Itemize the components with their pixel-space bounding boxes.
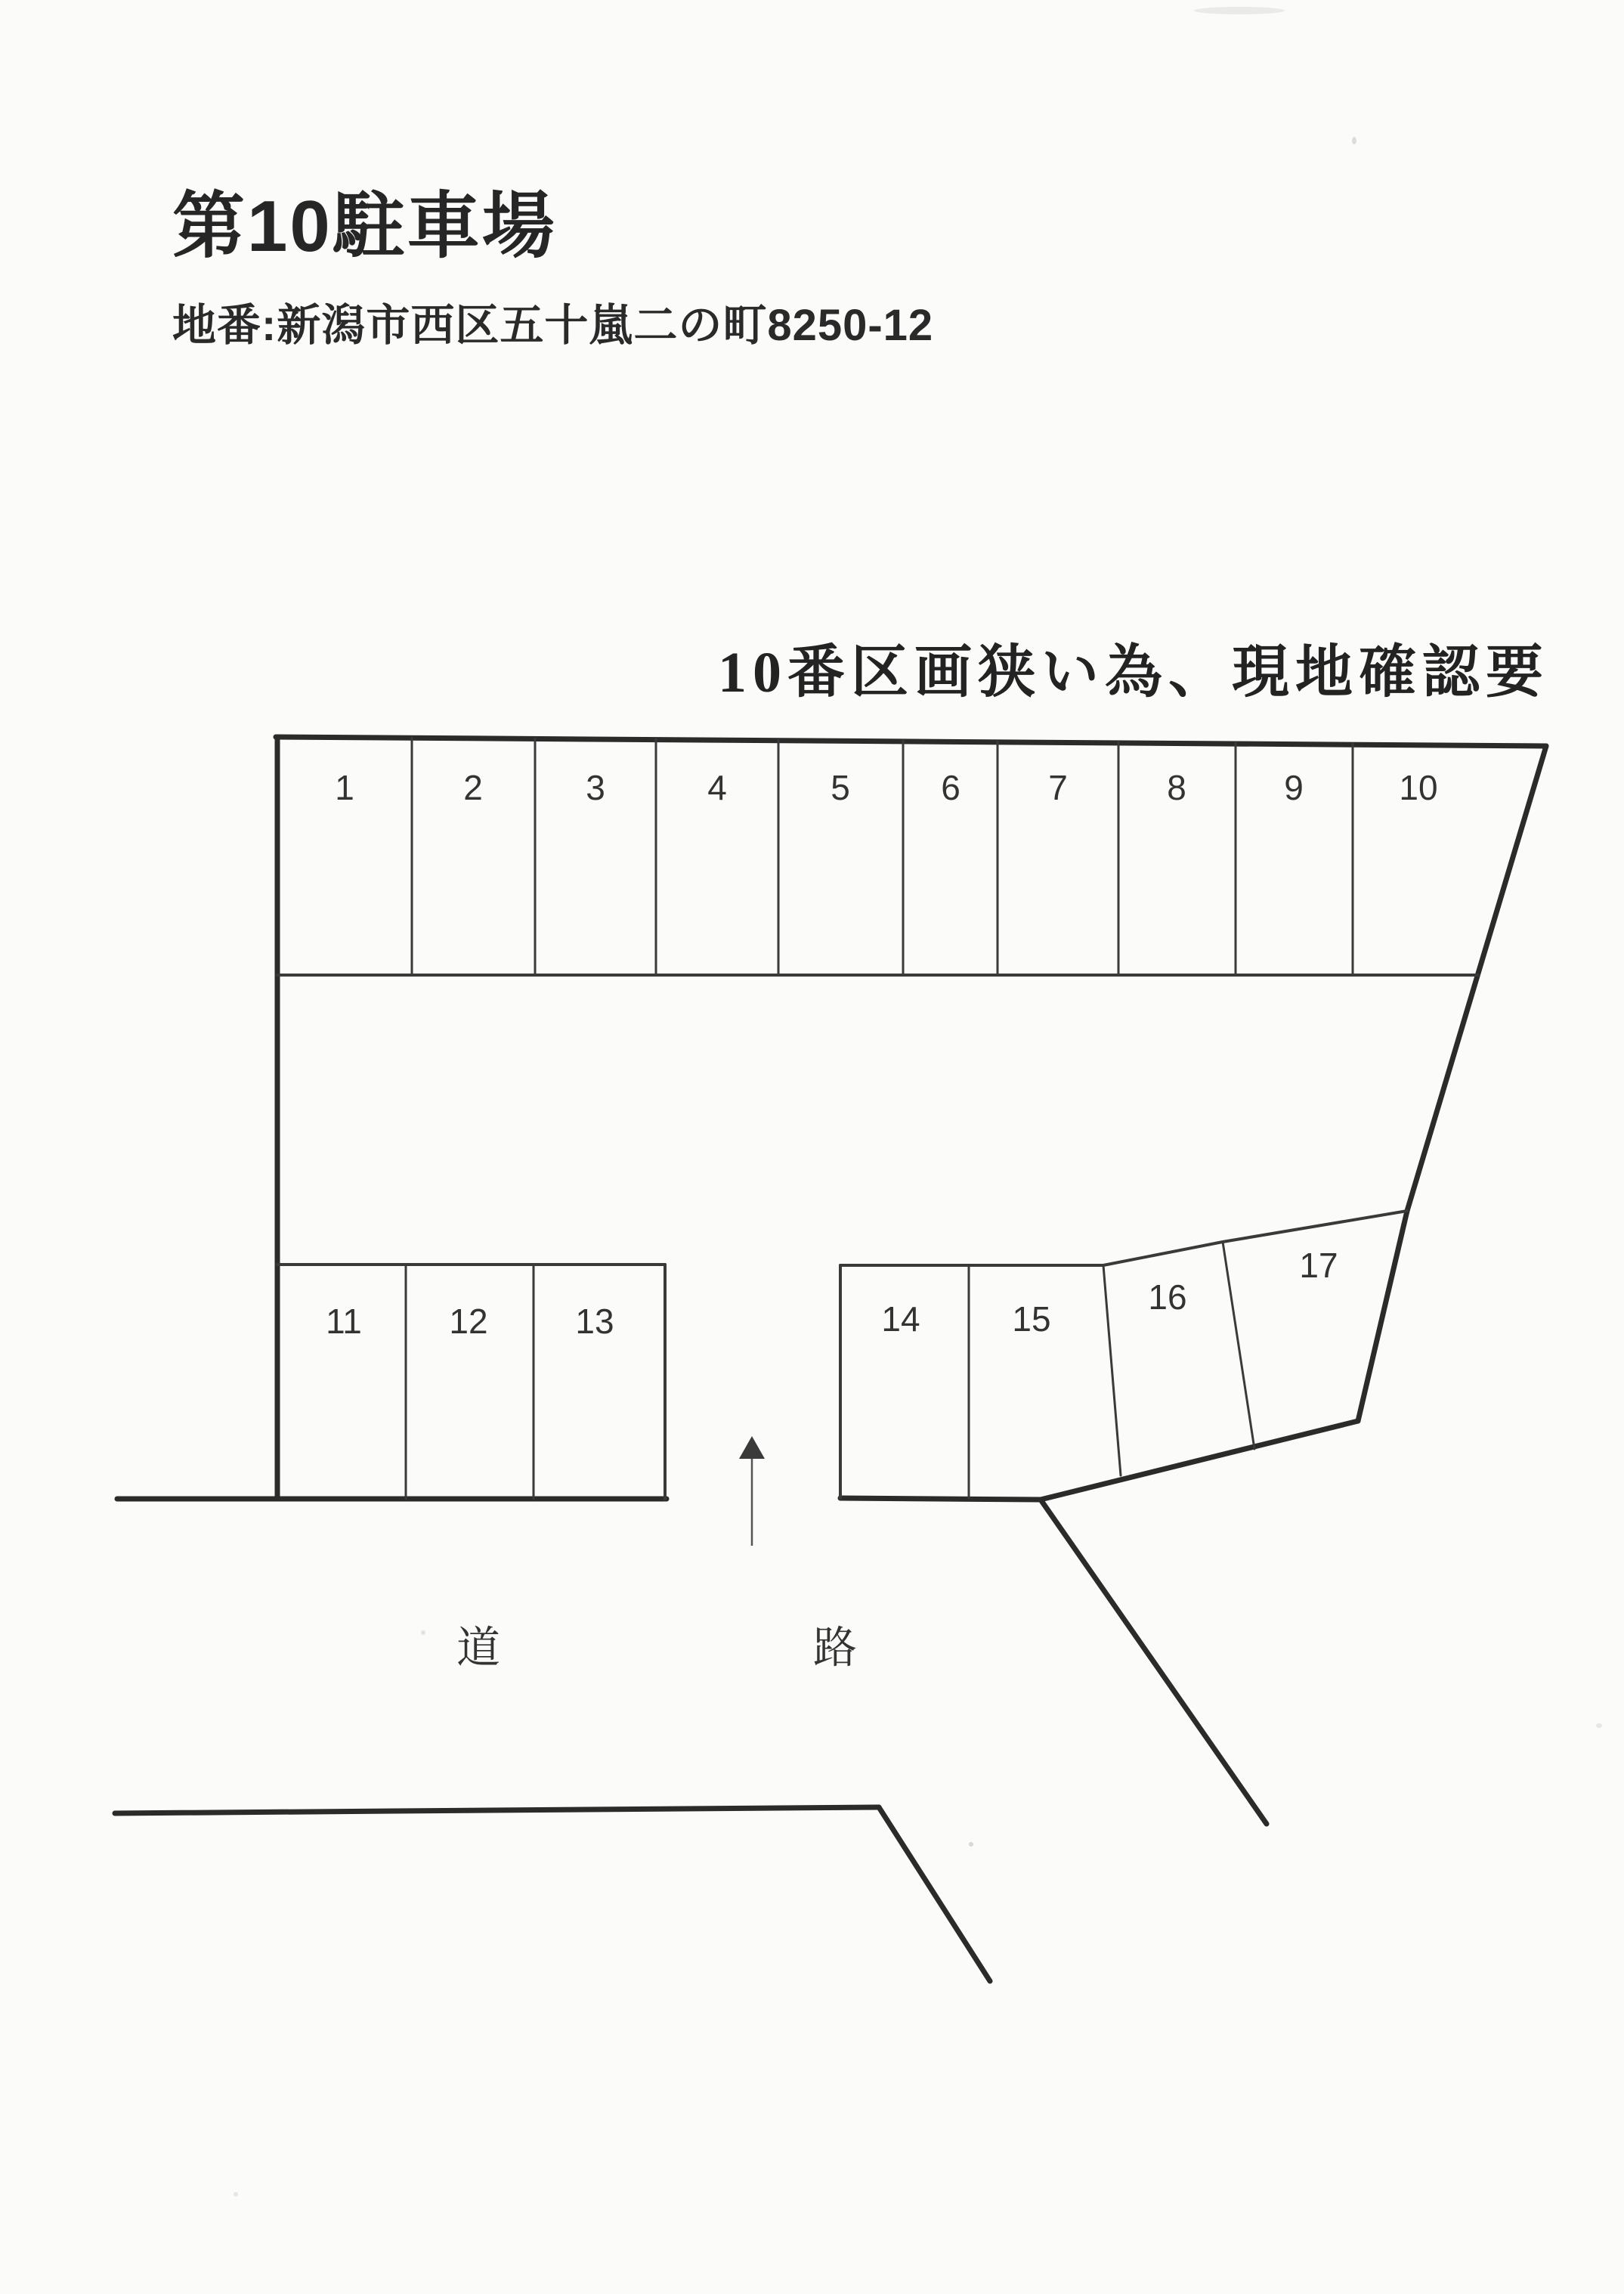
lot-boundary-bottom-slant [1041, 1421, 1358, 1500]
space-label-17: 17 [1299, 1246, 1338, 1285]
scan-noise [969, 1842, 973, 1847]
entrance-arrow-head [739, 1436, 765, 1459]
road-label-michi: 道 [456, 1623, 501, 1673]
road-far-edge-horizontal [115, 1807, 879, 1813]
space-label-3: 3 [586, 768, 605, 807]
scan-noise [421, 1630, 425, 1635]
space-label-15: 15 [1012, 1299, 1051, 1339]
space-label-4: 4 [707, 768, 727, 807]
lot-bottom-right-segment [840, 1498, 1041, 1500]
scan-noise [1194, 7, 1285, 14]
note-section10: 10番区画狭い為、現地確認要 [718, 641, 1549, 704]
lot-boundary-right-upper [1407, 746, 1546, 1211]
lot-boundary-right-lower [1358, 1211, 1407, 1421]
space-label-1: 1 [335, 768, 354, 807]
lot-boundary-top [276, 737, 1546, 746]
space-label-7: 7 [1048, 768, 1068, 807]
divider-15-16 [1103, 1265, 1121, 1475]
lot-address: 地番:新潟市西区五十嵐二の町8250-12 [172, 301, 934, 350]
space-label-14: 14 [881, 1299, 920, 1339]
road-far-edge-slant [879, 1807, 990, 1981]
box16-top-slant [1103, 1242, 1223, 1265]
road-edge-slant-right [1041, 1500, 1267, 1824]
scan-noise [1596, 1723, 1602, 1728]
space-label-16: 16 [1148, 1277, 1187, 1317]
space-label-8: 8 [1167, 768, 1186, 807]
scan-noise [234, 2192, 238, 2196]
space-label-13: 13 [575, 1302, 614, 1341]
page-title: 第10駐車場 [172, 186, 557, 267]
road-label-ro: 路 [812, 1623, 858, 1673]
scan-noise [1352, 137, 1356, 144]
space-label-10: 10 [1399, 768, 1438, 807]
space-label-12: 12 [449, 1302, 488, 1341]
space-label-6: 6 [941, 768, 960, 807]
divider-16-17 [1223, 1242, 1254, 1449]
box17-top-slant [1223, 1211, 1407, 1242]
space-label-5: 5 [831, 768, 850, 807]
space-label-11: 11 [326, 1302, 362, 1341]
space-label-9: 9 [1284, 768, 1304, 807]
space-label-2: 2 [463, 768, 483, 807]
